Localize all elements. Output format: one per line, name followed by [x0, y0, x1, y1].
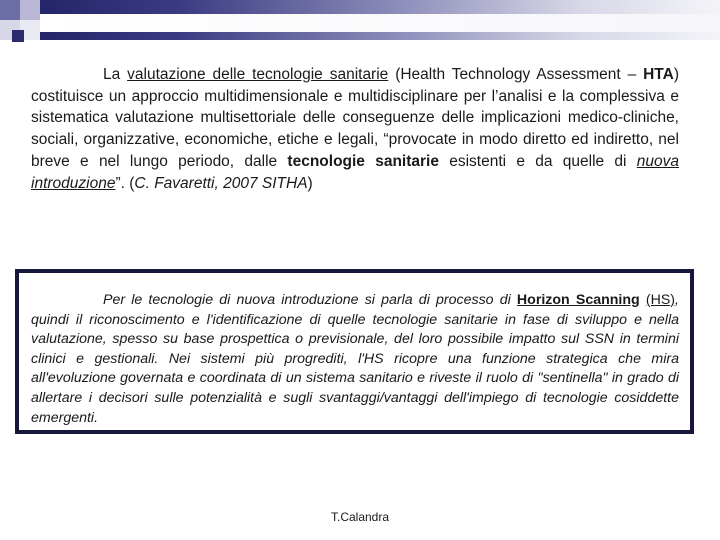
hta-definition-paragraph	[31, 64, 679, 194]
term-tecnologie-sanitarie: tecnologie sanitarie	[287, 152, 439, 170]
term-horizon-scanning: Horizon Scanning	[516, 292, 640, 308]
header-decor-square	[12, 30, 24, 42]
footer-author: T.Calandra	[330, 510, 390, 524]
text-run: )	[307, 174, 313, 192]
term-hs: (HS)	[645, 292, 676, 308]
text-run: Per le tecnologie di nuova introduzione si parla di processo di	[103, 292, 517, 308]
header-stripe	[40, 14, 720, 32]
term-hta: HTA	[643, 66, 674, 83]
citation: C. Favaretti, 2007 SITHA	[134, 174, 308, 192]
term-nuova-introduzione: nuova introduzione	[31, 152, 680, 192]
text-run: esistenti e da quelle di	[438, 152, 637, 170]
text-run: ) costituisce un approccio multidimensionale e multidisciplinare per l’analisi e la complessiva e sistematica valutazione multisettoriale delle conseguenze delle implicazioni medico-cliniche, sociali, organizzative, economiche, etiche e legali, “provocate in modo diretto ed indiretto, nel breve e nel lungo periodo, dalle	[31, 66, 679, 170]
horizon-scanning-paragraph	[31, 291, 679, 428]
text-run: La	[103, 66, 128, 83]
text-run: (Health Technology Assessment –	[388, 66, 644, 83]
header-decor-square	[0, 0, 20, 20]
text-run: , quindi il riconoscimento e l'identificazione di quelle tecnologie sanitarie in fase di sviluppo e nella valutazione, spesso su base prospettica o previsionale, del loro possibile impatto sul SSN in termini clinici e gestionali. Nei sistemi più progrediti, l'HS ricopre una funzione strategica che mira all'evoluzione governata e coordinata di un sistema sanitario e riveste il ruolo di "sentinella" in grado di allertare i decisori sulle potenzialità e sugli svantaggi/vantaggi dell'impiego di tecnologie cosiddette emergenti.	[31, 292, 679, 426]
term-valutazione: valutazione delle tecnologie sanitarie	[127, 66, 389, 83]
text-run: ”. (	[115, 174, 135, 192]
header-decor-square	[20, 0, 40, 20]
